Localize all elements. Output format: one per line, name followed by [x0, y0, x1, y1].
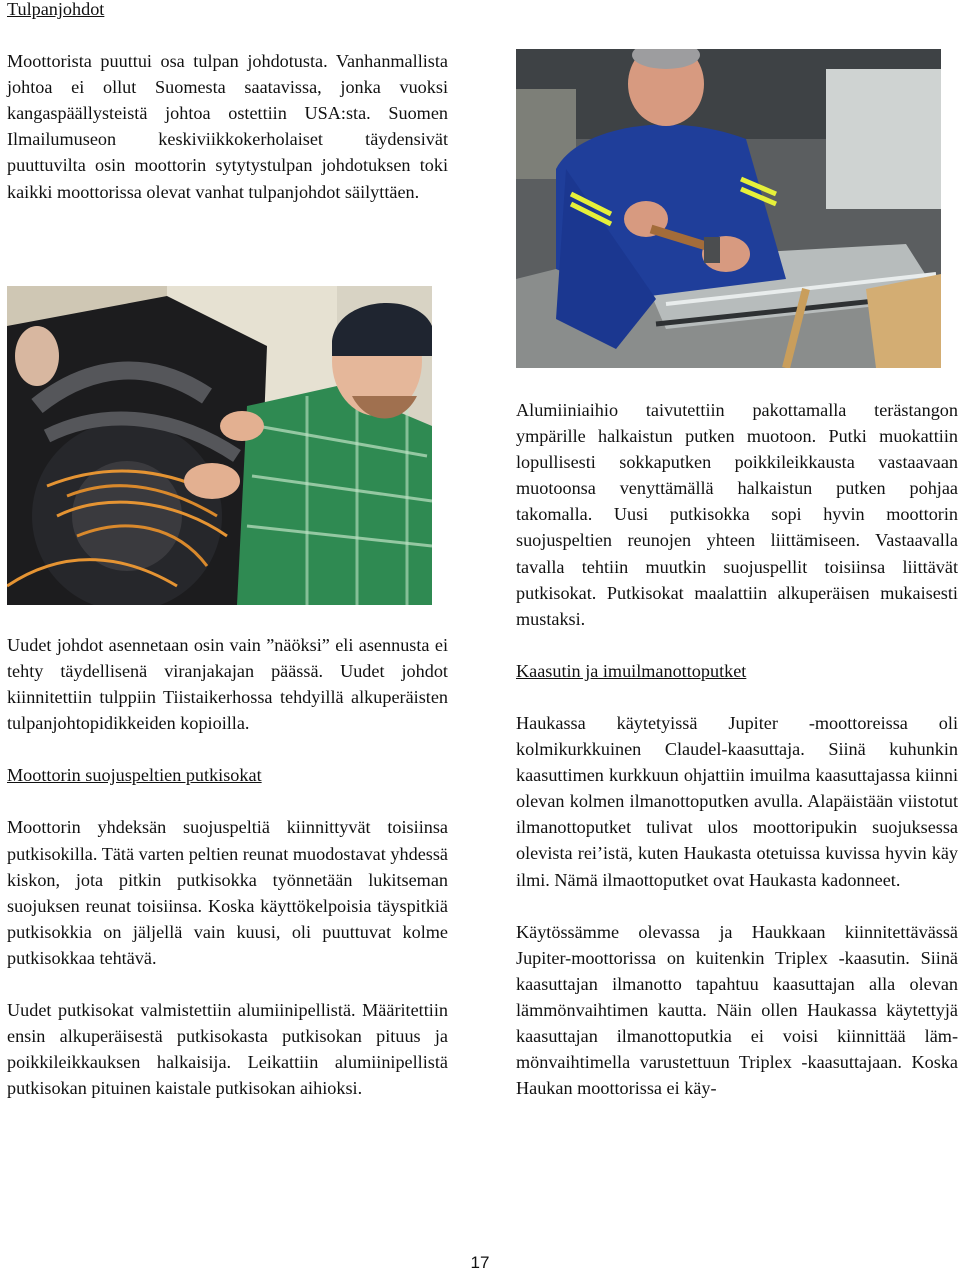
para-carb-2: Käytössämme olevassa ja Haukkaan kiinnitettävässä Jupiter-moottorissa on kuitenkin Triplex -kaasutin. Siinä kaasuttajan ilmanotto tapahtuu kaasuttajan alla olevan lämmönvaihtimen kautta. Näin ollen Haukassa käytettyjä kaasuttajan ilmanottoputkia ei voisi kiinnittää lämmönvaihtimella varustettuun Triplex -kaasuttajaan. Koska Haukan moottorissa ei käy- [516, 921, 958, 1099]
right-column [516, 397, 958, 1101]
left-column [7, 0, 448, 205]
para-intro: Moottorista puuttui osa tulpan johdotusta. Vanhanmallista johtoa ei ollut Suomesta saatavissa, jonka vuoksi kangaspäällysteistä johtoa ostettiin USA:sta. Suomen Ilmailumuseon keskiviikkokerholaiset täydensivät puuttuvilta osin moottorin sytytystulpan johdotuksen toki kaikki moottorissa olevat vanhat tulpanjohdot säilyttäen. [7, 51, 448, 202]
para-aluminium: Alumiiniaihio taivutettiin pakottamalla terästangon ympärille halkaistun putken muotoon. Putki muokattiin lopullisesti sokkaputken poikkileikkausta vastaavaan muotoonsa venyttämällä halkaistun putken pohjaa takomalla. Uusi putkisokka sopi hyvin moottorin suojuspeltien reunojen yhteen liittämiseen. Vastaavalla tavalla tehtiin muutkin suojuspellit toisiinsa liittävät putkisokat. Putkisokat maalattiin alkuperäisen mukaisesti mustaksi. [516, 400, 958, 629]
left-column-lower [7, 632, 448, 1101]
photo-engine-wiring [7, 286, 432, 605]
heading-spark-wires: Tulpanjohdot [7, 0, 105, 19]
heading-sockets: Moottorin suojuspeltien putkisokat [7, 765, 262, 786]
para-sockets-1: Moottorin yhdeksän suojuspeltiä kiinnittyvät toisiinsa putkisokilla. Tätä varten peltien reunat muodostavat yhdessä kiskon, jota pitkin putkisokka työnnetään lukitseman suojuksen reunat toisiinsa. Koska käyttökelpoisia täyspitkiä putkisokkia on jäljellä vain kuusi, oli puuttuvat kolme putkisokkaa tehtävä. [7, 817, 448, 968]
para-sockets-2: Uudet putkisokat valmistettiin alumiinipellistä. Määritettiin ensin alkuperäisestä putkisokasta putkisokan pituus ja poikkileikkauksen halkaisija. Leikattiin alumiinipellistä putkisokan pituinen kaistale putkisokan aihioksi. [7, 1000, 448, 1099]
heading-carb: Kaasutin ja imuilmanottoputket [516, 660, 747, 681]
para-carb-1: Haukassa käytetyissä Jupiter -moottoreissa oli kolmikurkkuinen Claudel-kaasuttaja. Siinä kuhunkin kaasuttimen kurkkuun ohjattiin imuilma kaasuttajassa kiinni olevan kolmen ilmanottoputken avulla. Alapäistään viistotut ilmanottoputket tulivat ulos moottoripukin suojuksessa olevista rei’istä, kuten Haukasta otetuissa kuvissa hyvin käy ilmi. Nämä ilmaottoputket ovat Haukasta kadonneet. [516, 712, 958, 890]
photo-metalwork [516, 49, 941, 368]
page-number: 17 [470, 1253, 490, 1272]
caption-wires: Uudet johdot asennetaan osin vain ”näöksi” eli asennusta ei tehty täydellisenä viranjakajan päässä. Uudet johdot kiinnitettiin tulppiin Tiistaikerhossa tehdyillä alkuperäisten tulpanjohtopidikkeiden kopioilla. [7, 635, 448, 734]
